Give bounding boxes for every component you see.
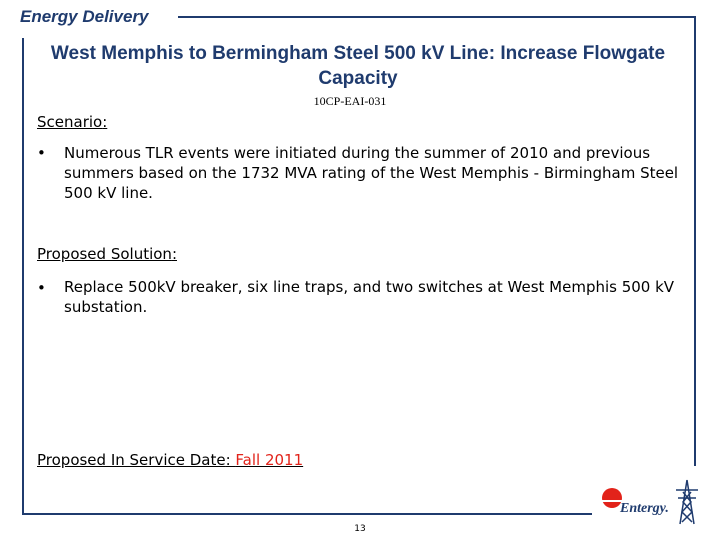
scenario-heading: Scenario:: [37, 113, 108, 131]
logo-wordmark: Entergy.: [620, 501, 669, 516]
solution-bullet: Replace 500kV breaker, six line traps, and two switches at West Memphis 500 kV substation.: [64, 278, 675, 316]
service-date-heading: Proposed In Service Date: Fall 2011: [37, 451, 304, 469]
bullet-marker: •: [37, 279, 46, 297]
document-id: 10CP-EAI-031: [313, 94, 387, 108]
bullet-marker: •: [37, 144, 46, 162]
service-date-value: Fall 2011: [235, 451, 304, 469]
frame-right-rule: [694, 16, 696, 466]
transmission-tower-icon: [672, 478, 702, 526]
scenario-bullet: Numerous TLR events were initiated during the summer of 2010 and previous summers based on the 1732 MVA rating of the West Memphis - Birmingham Steel 500 kV line.: [64, 144, 679, 202]
frame-top-rule: [178, 16, 696, 18]
scenario-heading-text: Scenario: [37, 113, 103, 131]
frame-left-rule: [22, 38, 24, 514]
slide-title: West Memphis to Bermingham Steel 500 kV Line: Increase Flowgate Capacity: [50, 43, 666, 89]
entergy-logo: [598, 486, 680, 516]
service-date-heading-text: Proposed In Service Date: [37, 451, 226, 469]
frame-bottom-rule: [22, 513, 592, 515]
section-label: Energy Delivery: [20, 7, 149, 26]
solution-heading-text: Proposed Solution: [37, 245, 172, 263]
solution-heading: Proposed Solution:: [37, 245, 177, 263]
page-number: 13: [354, 524, 366, 534]
